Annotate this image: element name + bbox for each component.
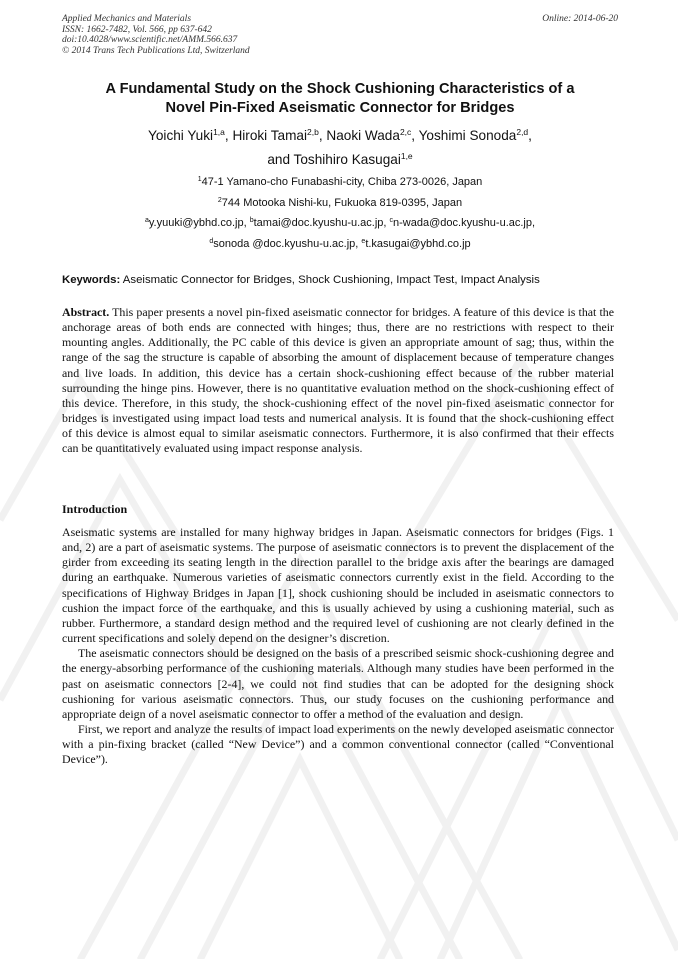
affiliation-text: 744 Motooka Nishi-ku, Fukuoka 819-0395, Japan <box>221 196 463 209</box>
abstract-label: Abstract. <box>62 305 110 319</box>
author-name: Hiroki Tamai <box>232 128 307 143</box>
abstract-text: This paper presents a novel pin-fixed aseismatic connector for bridges. A feature of this device is that the anchorage areas of both ends are connected with hinges; thus, there are no restrictions with respect to their mounting angles. Additionally, the PC cable of this device is given an appropriate amount of sag; thus, within the range of the sag the structure is capable of absorbing the amount of displacement because of temperature changes and live loads. In addition, this device has a certain shock-cushioning effect because of the rubber material surrounding the hinge pins. However, there is no quantitative evaluation method on the shock-cushioning effect of this device. Therefore, in this study, the shock-cushioning effect of the novel pin-fixed aseismatic connector for bridges is investigated using impact load tests and numerical analysis. It is found that the shock-cushioning effect of this device is almost equal to similar aseismatic connectors. Furthermore, it is also confirmed that their effects can be quantitatively evaluated using impact response analysis. <box>62 305 614 456</box>
author-name: Yoichi Yuki <box>148 128 214 143</box>
email-sup: c <box>389 217 394 224</box>
author-sup: 1,a <box>213 127 225 137</box>
author-sup: 2,d <box>516 127 529 137</box>
email: y.yuuki@ybhd.co.jp <box>148 217 244 229</box>
affiliation-2 <box>62 193 618 214</box>
journal-header <box>62 14 618 56</box>
introduction-body <box>62 525 614 768</box>
author-sup: 1,e <box>400 151 413 161</box>
email: sonoda @doc.kyushu-u.ac.jp <box>213 237 356 250</box>
affiliation-sup: 1 <box>197 176 202 183</box>
paragraph: The aseismatic connectors should be designed on the basis of a prescribed seismic shock-cushioning degree and the energy-absorbing performance of the cushioning materials. Although many studies have been performed in the past on aseismatic connectors [2-4], we could not find studies that can be adopted for the designing shock cushioning for various aseismatic connectors. Thus, our study focuses on the cushioning performance and appropriate deign of a novel aseismatic connector to offer a method of the evaluation and design. <box>62 646 614 721</box>
copyright-line: © 2014 Trans Tech Publications Ltd, Switzerland <box>62 45 250 56</box>
emails-line-1: $^a$y.yuuki@ybhd.co.jp, $^b$tamai@doc.kyushu-u.ac.jp, $^c$n-wada@doc.kyushu-u.ac.jp, <box>144 217 536 229</box>
keywords-text: Aseismatic Connector for Bridges, Shock Cushioning, Impact Test, Impact Analysis <box>122 274 540 286</box>
author-sep: , <box>318 128 327 143</box>
author-list <box>62 124 618 172</box>
email-sup: b <box>249 217 254 224</box>
keywords <box>62 272 618 288</box>
author-name: Naoki Wada <box>326 128 400 143</box>
affiliations <box>62 172 618 254</box>
author-name: and Toshihiro Kasugai <box>267 152 401 167</box>
email: t.kasugai@ybhd.co.jp <box>365 237 471 250</box>
paragraph: First, we report and analyze the results of impact load experiments on the newly developed aseismatic connector with a pin-fixing bracket (called “New Device”) and a common conventional connector (called “Conventional Device”). <box>62 722 614 767</box>
journal-name: Applied Mechanics and Materials <box>62 14 192 24</box>
email: n-wada@doc.kyushu-u.ac.jp <box>393 217 532 229</box>
paragraph: Aseismatic systems are installed for many highway bridges in Japan. Aseismatic connectors for bridges (Figs. 1 and, 2) are a part of aseismatic systems. The purpose of aseismatic connectors is to prevent the displacement of the girder from exceeding its seating length in the direction parallel to the bridge axis after the bearings are damaged during an earthquake. Numerous varieties of aseismatic connectors currently exist in the field. According to the specifications of Highway Bridges in Japan [1], shock cushioning should be included in aseismatic connectors to cushion the impact force of the earthquake, and this is usually achieved by using a cushioning material, such as rubber. Furthermore, a standard design method and the required level of cushioning are not clearly defined in the current specifications and solely depend on the designer’s discretion. <box>62 525 614 646</box>
author-sep: , <box>411 128 419 143</box>
email: tamai@doc.kyushu-u.ac.jp <box>253 217 384 229</box>
authors-line-1 <box>62 124 618 148</box>
title-line-2: Novel Pin-Fixed Aseismatic Connector for Bridges <box>165 100 515 116</box>
paper-title <box>62 80 618 118</box>
emails-line-2: $^d$sonoda @doc.kyushu-u.ac.jp, $^e$t.kasugai@ybhd.co.jp <box>209 237 471 250</box>
affiliation-sup: 2 <box>217 196 222 204</box>
affiliation-text: 47-1 Yamano-cho Funabashi-city, Chiba 273-0026, Japan <box>201 176 483 188</box>
affiliation-1 <box>62 172 618 193</box>
author-sep: , <box>224 128 233 143</box>
title-line-1: A Fundamental Study on the Shock Cushioning Characteristics of a <box>105 81 575 97</box>
abstract <box>62 305 614 457</box>
email-sup: a <box>144 217 149 224</box>
authors-line-2 <box>62 148 618 172</box>
email-sup: d <box>209 237 214 245</box>
introduction-heading: Introduction <box>62 502 128 516</box>
author-name: Yoshimi Sonoda <box>418 128 517 143</box>
author-sup: 2,c <box>399 127 412 137</box>
email-sup: e <box>361 237 366 245</box>
doi-line: doi:10.4028/www.scientific.net/AMM.566.637 <box>62 35 238 46</box>
author-sup: 2,b <box>307 127 319 137</box>
online-date: Online: 2014-06-20 <box>542 14 618 24</box>
issn-line: ISSN: 1662-7482, Vol. 566, pp 637-642 <box>62 24 212 35</box>
author-sep: , <box>528 128 532 143</box>
keywords-label: Keywords: <box>62 274 121 286</box>
